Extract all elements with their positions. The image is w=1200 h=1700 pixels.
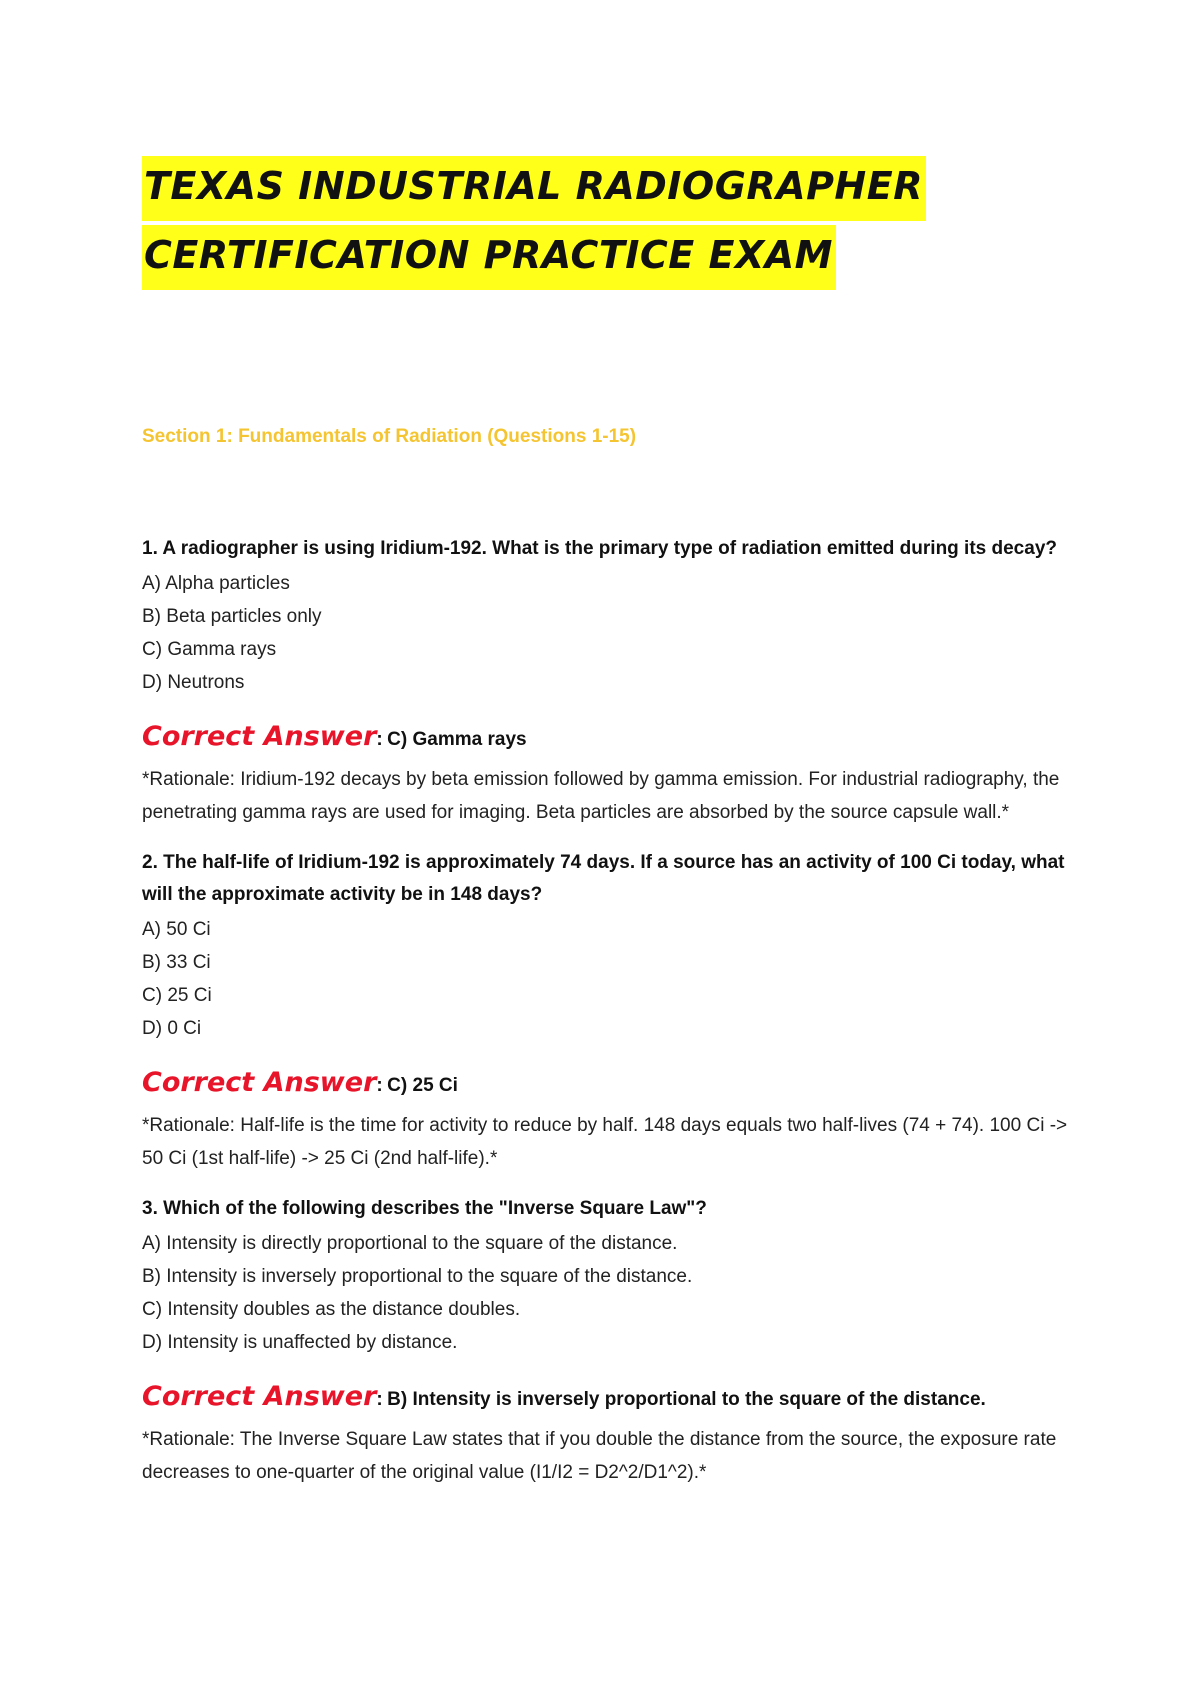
- answer-colon: :: [376, 1389, 383, 1410]
- correct-answer: [142, 1063, 1082, 1107]
- document-title: [142, 156, 926, 290]
- correct-answer-text: C) Gamma rays: [387, 729, 527, 750]
- title-line-1: TEXAS INDUSTRIAL RADIOGRAPHER: [142, 156, 926, 221]
- options-list: [142, 567, 1082, 699]
- option-b: B) 33 Ci: [142, 952, 211, 973]
- answer-colon: :: [376, 729, 383, 750]
- option-d: D) Neutrons: [142, 672, 245, 693]
- title-line-2: CERTIFICATION PRACTICE EXAM: [142, 225, 836, 290]
- rationale: *Rationale: The Inverse Square Law states that if you double the distance from the source, the exposure rate decreases to one-quarter of the original value (I1/I2 = D2^2/D1^2).*: [142, 1429, 1057, 1483]
- answer-colon: :: [376, 1075, 383, 1096]
- question-3: [142, 1193, 1082, 1489]
- correct-answer: [142, 1377, 1082, 1421]
- option-a: A) Alpha particles: [142, 573, 290, 594]
- option-b: B) Beta particles only: [142, 606, 322, 627]
- option-a: A) Intensity is directly proportional to the square of the distance.: [142, 1233, 678, 1254]
- correct-answer-label: Correct Answer: [142, 1381, 377, 1412]
- question-text: 1. A radiographer is using Iridium-192. What is the primary type of radiation emitted during its decay?: [142, 538, 1057, 559]
- option-d: D) Intensity is unaffected by distance.: [142, 1332, 458, 1353]
- option-a: A) 50 Ci: [142, 919, 211, 940]
- questions-list: [142, 533, 1082, 1489]
- question-text: 2. The half-life of Iridium-192 is approximately 74 days. If a source has an activity of 100 Ci today, what will the approximate activity be in 148 days?: [142, 852, 1065, 905]
- option-b: B) Intensity is inversely proportional to the square of the distance.: [142, 1266, 693, 1287]
- rationale: *Rationale: Half-life is the time for activity to reduce by half. 148 days equals two half-lives (74 + 74). 100 Ci -> 50 Ci (1st half-life) -> 25 Ci (2nd half-life).*: [142, 1115, 1068, 1169]
- option-c: C) 25 Ci: [142, 985, 212, 1006]
- rationale: *Rationale: Iridium-192 decays by beta emission followed by gamma emission. For industrial radiography, the penetrating gamma rays are used for imaging. Beta particles are absorbed by the source capsule wall.*: [142, 769, 1060, 823]
- correct-answer-text: B) Intensity is inversely proportional to the square of the distance.: [387, 1389, 986, 1410]
- section-heading: Section 1: Fundamentals of Radiation (Questions 1-15): [142, 426, 637, 447]
- correct-answer: [142, 717, 1082, 761]
- options-list: [142, 913, 1082, 1045]
- correct-answer-label: Correct Answer: [142, 721, 377, 752]
- correct-answer-label: Correct Answer: [142, 1067, 377, 1098]
- question-2: [142, 847, 1082, 1175]
- options-list: [142, 1227, 1082, 1359]
- option-c: C) Intensity doubles as the distance doubles.: [142, 1299, 521, 1320]
- option-d: D) 0 Ci: [142, 1018, 202, 1039]
- correct-answer-text: C) 25 Ci: [387, 1075, 458, 1096]
- question-text: 3. Which of the following describes the "Inverse Square Law"?: [142, 1198, 707, 1219]
- option-c: C) Gamma rays: [142, 639, 277, 660]
- question-1: [142, 533, 1082, 829]
